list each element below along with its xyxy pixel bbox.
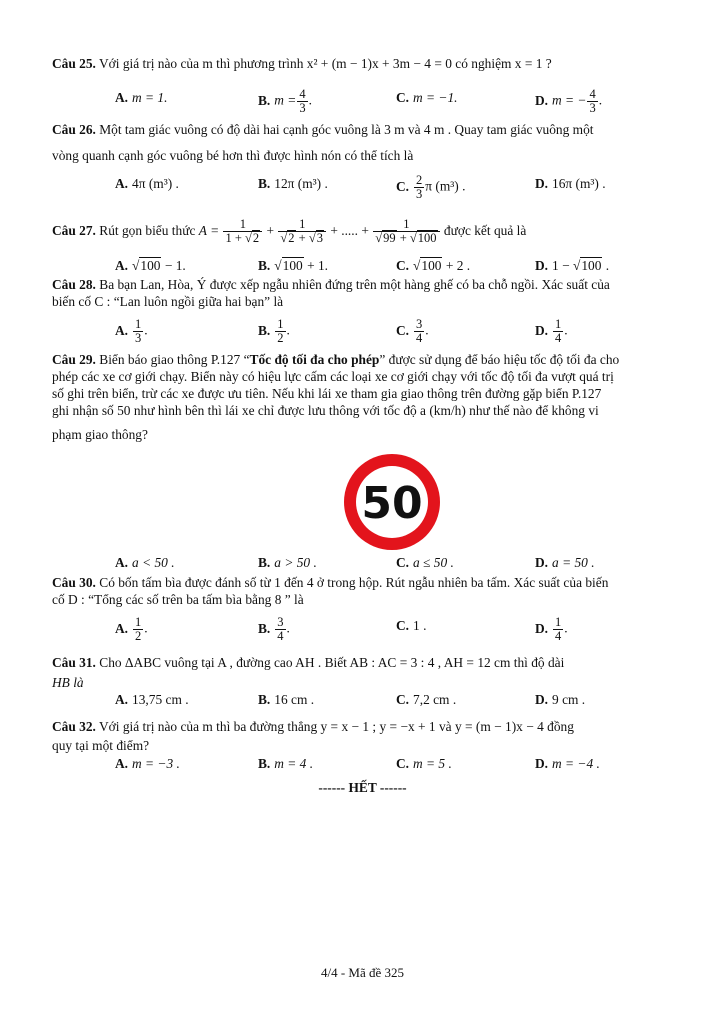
question-31-line2: HB là	[52, 675, 84, 690]
sign-number: 50	[361, 478, 423, 529]
q31-option-c[interactable]: C. 7,2 cm .	[396, 692, 457, 707]
q27-option-b[interactable]: B. √100 + 1.	[258, 258, 329, 273]
page-footer: 4/4 - Mã đề 325	[320, 965, 405, 980]
q29-option-b[interactable]: B. a > 50 .	[258, 555, 317, 570]
question-31-label: Câu 31.	[52, 655, 96, 670]
question-29-line2: phép các xe cơ giới chạy. Biển này có hiệu lực cấm các loại xe cơ giới chạy với tốc độ tối đa vượt quá trị	[52, 369, 614, 384]
question-32-line1: Câu 32. Với giá trị nào của m thì ba đường thẳng y = x − 1 ; y = −x + 1 và y = (m − 1)x − 4 đồng	[52, 719, 574, 734]
question-28-line1: Câu 28. Ba bạn Lan, Hòa, Ý được xếp ngẫu nhiên đứng trên một hàng ghế có ba chỗ ngồi. Xác suất của	[52, 277, 610, 292]
question-32-line2: quy tại một điểm?	[52, 738, 150, 753]
question-25-options	[0, 87, 725, 115]
question-27-label: Câu 27.	[52, 223, 96, 238]
question-28-label: Câu 28.	[52, 277, 96, 292]
q26-option-d[interactable]: D. 16π (m³) .	[535, 176, 606, 191]
q32-option-d[interactable]: D. m = −4 .	[535, 756, 600, 771]
q27-option-d[interactable]: D. 1 − √100 .	[535, 258, 610, 273]
q26-option-c[interactable]: C. $\frac{2}{3}$ π (m³) .	[396, 173, 466, 201]
question-32-label: Câu 32.	[52, 719, 96, 734]
q27-option-a[interactable]: A. √100 − 1.	[115, 258, 186, 273]
question-29-options	[0, 553, 725, 577]
q25-option-d[interactable]: D. m = − $\frac{4}{3}$ .	[535, 87, 603, 115]
q26-option-a[interactable]: A. 4π (m³) .	[115, 176, 179, 191]
question-29-line5: phạm giao thông?	[52, 427, 148, 442]
q31-option-b[interactable]: B. 16 cm .	[258, 692, 315, 707]
q32-option-a[interactable]: A. m = −3 .	[115, 756, 180, 771]
q29-option-c[interactable]: C. a ≤ 50 .	[396, 555, 454, 570]
q28-option-c[interactable]: C. $\frac{3}{4}$ .	[396, 317, 429, 345]
question-29-line4: ghi nhận số 50 như hình bên thì lái xe chỉ được lưu thông với tốc độ a (km/h) như thế nào để không vi	[52, 403, 599, 418]
q32-option-c[interactable]: C. m = 5 .	[396, 756, 452, 771]
q30-option-d[interactable]: D. $\frac{1}{4}$ .	[535, 615, 568, 643]
question-27: Câu 27. Rút gọn biểu thức A = $\frac{1}{1 + √2}$ + $\frac{1}{√2 + √3}$ + ..... + $\frac{1}{√99 + √100}$ được kết quả là	[52, 217, 527, 246]
question-29-line3: số ghi trên biển, trừ các xe được ưu tiên. Nếu khi lái xe tham gia giao thông trên đường gặp biển P.127	[52, 386, 602, 401]
question-28-options	[0, 317, 725, 345]
q30-option-a[interactable]: A. $\frac{1}{2}$ .	[115, 615, 148, 643]
question-26-line2: vòng quanh cạnh góc vuông bé hơn thì được hình nón có thể tích là	[52, 148, 414, 163]
question-26-options	[0, 173, 725, 201]
question-29-label: Câu 29.	[52, 352, 96, 367]
q26-option-b[interactable]: B. 12π (m³) .	[258, 176, 328, 191]
question-30-options	[0, 615, 725, 643]
speed-limit-sign	[339, 452, 445, 552]
q29-option-a[interactable]: A. a < 50 .	[115, 555, 175, 570]
q28-option-b[interactable]: B. $\frac{1}{2}$ .	[258, 317, 290, 345]
question-26-line1: Câu 26. Một tam giác vuông có độ dài hai cạnh góc vuông là 3 m và 4 m . Quay tam giác vuông một	[52, 122, 594, 137]
question-31-options	[0, 690, 725, 714]
question-30-line1: Câu 30. Có bốn tấm bìa được đánh số từ 1 đến 4 ở trong hộp. Rút ngẫu nhiên ba tấm. Xác suất của biến	[52, 575, 609, 590]
q30-option-c[interactable]: C. 1 .	[396, 618, 427, 633]
question-25-text: Với giá trị nào của m thì phương trình x² + (m − 1)x + 3m − 4 = 0 có nghiệm x = 1 ?	[99, 56, 552, 71]
q25-option-c[interactable]: C. m = −1.	[396, 90, 458, 105]
question-30-label: Câu 30.	[52, 575, 96, 590]
question-30-line2: cố D : “Tổng các số trên ba tấm bìa bằng 8 ” là	[52, 592, 304, 607]
question-28-line2: biến cố C : “Lan luôn ngồi giữa hai bạn” là	[52, 294, 284, 309]
q25-option-b[interactable]: B. m = $\frac{4}{3}$ .	[258, 87, 312, 115]
end-mark: ------ HẾT ------	[318, 780, 407, 795]
question-31-line1: Câu 31. Cho ΔABC vuông tại A , đường cao AH . Biết AB : AC = 3 : 4 , AH = 12 cm thì độ dài	[52, 655, 565, 670]
q28-option-d[interactable]: D. $\frac{1}{4}$ .	[535, 317, 568, 345]
question-32-options	[0, 754, 725, 778]
q31-option-a[interactable]: A. 13,75 cm .	[115, 692, 189, 707]
question-26-label: Câu 26.	[52, 122, 96, 137]
q25-option-a[interactable]: A. m = 1.	[115, 90, 168, 105]
question-25	[52, 56, 552, 72]
q29-option-d[interactable]: D. a = 50 .	[535, 555, 595, 570]
q27-option-c[interactable]: C. √100 + 2 .	[396, 258, 471, 273]
q32-option-b[interactable]: B. m = 4 .	[258, 756, 314, 771]
q30-option-b[interactable]: B. $\frac{3}{4}$ .	[258, 615, 290, 643]
question-29-line1: Câu 29. Biển báo giao thông P.127 “Tốc độ tối đa cho phép” được sử dụng để báo hiệu tốc độ tối đa cho	[52, 352, 620, 367]
question-25-label: Câu 25.	[52, 56, 96, 71]
q28-option-a[interactable]: A. $\frac{1}{3}$ .	[115, 317, 148, 345]
q31-option-d[interactable]: D. 9 cm .	[535, 692, 586, 707]
